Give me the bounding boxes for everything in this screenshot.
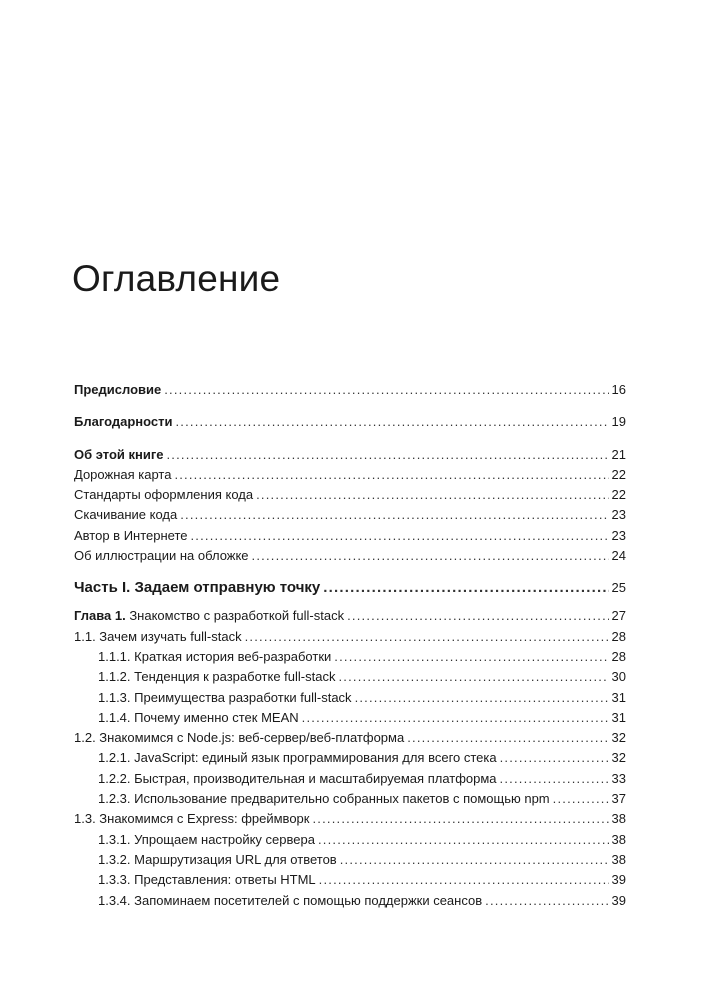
toc-entry-subsection[interactable] <box>74 870 626 890</box>
toc-page-number: 39 <box>611 892 626 908</box>
dot-leader <box>553 789 609 809</box>
toc-entry-preface[interactable] <box>74 380 626 400</box>
toc-page-number: 28 <box>611 648 626 664</box>
dot-leader <box>347 606 608 626</box>
toc-page-number: 32 <box>611 730 626 746</box>
toc-page-number: 16 <box>611 382 626 397</box>
toc-entry[interactable] <box>74 526 626 546</box>
dot-leader <box>334 647 608 667</box>
toc-entry[interactable] <box>74 505 626 525</box>
toc-page-number: 21 <box>611 446 626 462</box>
toc-entry-about-book[interactable] <box>74 445 626 465</box>
toc-page-number: 31 <box>611 689 626 705</box>
toc-entry-acknowledgements[interactable] <box>74 412 626 432</box>
dot-leader <box>485 891 608 911</box>
toc-label: 1.1.2. Тенденция к разработке full-stack <box>98 669 336 685</box>
dot-leader <box>174 465 608 485</box>
toc-label: Дорожная карта <box>74 466 172 482</box>
toc-entry-subsection[interactable] <box>74 708 626 728</box>
toc-entry-section[interactable] <box>74 728 626 748</box>
toc-label: 1.3.2. Маршрутизация URL для ответов <box>98 851 337 867</box>
toc-page-number: 19 <box>611 414 626 430</box>
toc-page-number: 27 <box>611 608 626 624</box>
dot-leader <box>318 830 609 850</box>
dot-leader <box>500 769 609 789</box>
dot-leader <box>191 526 609 546</box>
toc-page-number: 24 <box>611 548 626 564</box>
dot-leader <box>323 576 608 600</box>
table-of-contents <box>74 380 626 911</box>
dot-leader <box>319 870 609 890</box>
toc-label: 1.3.3. Представления: ответы HTML <box>98 872 316 888</box>
toc-label: 1.1.3. Преимущества разработки full-stack <box>98 689 352 705</box>
toc-entry-section[interactable] <box>74 627 626 647</box>
toc-entry-subsection[interactable] <box>74 647 626 667</box>
toc-page-number: 39 <box>611 872 626 888</box>
toc-label: 1.3.4. Запоминаем посетителей с помощью поддержки сеансов <box>98 892 483 908</box>
toc-entry[interactable] <box>74 546 626 566</box>
toc-entry-chapter-1[interactable] <box>74 606 626 626</box>
toc-page-number: 31 <box>611 709 626 725</box>
toc-page-number: 32 <box>611 750 626 766</box>
dot-leader <box>500 748 609 768</box>
toc-page-number: 22 <box>611 466 626 482</box>
toc-part-label: Часть I. Задаем отправную точку <box>74 579 321 597</box>
toc-page-number: 25 <box>611 580 626 596</box>
toc-label: 1.2.2. Быстрая, производительная и масштабируемая платформа <box>98 770 497 786</box>
toc-label: Об этой книге <box>74 446 164 462</box>
toc-page-number: 30 <box>611 669 626 685</box>
toc-entry[interactable] <box>74 465 626 485</box>
dot-leader <box>355 688 609 708</box>
toc-entry[interactable] <box>74 485 626 505</box>
toc-label: Об иллюстрации на обложке <box>74 548 249 564</box>
toc-entry-subsection[interactable] <box>74 688 626 708</box>
toc-page-number: 38 <box>611 831 626 847</box>
toc-label <box>74 606 344 626</box>
toc-label: 1.3. Знакомимся с Express: фреймворк <box>74 811 310 827</box>
toc-label: 1.1.1. Краткая история веб-разработки <box>98 648 332 664</box>
toc-label: Автор в Интернете <box>74 527 188 543</box>
dot-leader <box>312 809 608 829</box>
toc-entry-subsection[interactable] <box>74 850 626 870</box>
toc-page-number: 37 <box>611 791 626 807</box>
dot-leader <box>175 412 608 432</box>
toc-entry-subsection[interactable] <box>74 769 626 789</box>
toc-page-number: 38 <box>611 811 626 827</box>
toc-label: Скачивание кода <box>74 507 178 523</box>
toc-page-number: 23 <box>611 527 626 543</box>
dot-leader <box>302 708 609 728</box>
page-title: Оглавление <box>72 258 281 299</box>
toc-page-number: 28 <box>611 628 626 644</box>
toc-entry-part-1[interactable] <box>74 576 626 600</box>
toc-entry-subsection[interactable] <box>74 667 626 687</box>
chapter-prefix: Глава 1. <box>74 608 126 624</box>
toc-label: 1.2.3. Использование предварительно собранных пакетов с помощью npm <box>98 791 550 807</box>
dot-leader <box>167 445 609 465</box>
dot-leader <box>180 505 608 525</box>
dot-leader <box>340 850 609 870</box>
toc-page-number: 22 <box>611 487 626 503</box>
toc-page-number: 33 <box>611 770 626 786</box>
dot-leader <box>338 667 608 687</box>
toc-label: 1.1. Зачем изучать full-stack <box>74 628 242 644</box>
dot-leader <box>245 627 609 647</box>
dot-leader <box>407 728 608 748</box>
toc-label: 1.1.4. Почему именно стек MEAN <box>98 709 299 725</box>
toc-page-number: 23 <box>611 507 626 523</box>
toc-page-number: 38 <box>611 851 626 867</box>
toc-label: Стандарты оформления кода <box>74 487 254 503</box>
toc-entry-section[interactable] <box>74 809 626 829</box>
toc-label: Предисловие <box>74 382 162 397</box>
chapter-title: Знакомство с разработкой full-stack <box>125 608 345 624</box>
toc-entry-subsection[interactable] <box>74 891 626 911</box>
toc-label: 1.3.1. Упрощаем настройку сервера <box>98 831 315 847</box>
toc-label: Благодарности <box>74 414 173 430</box>
dot-leader <box>252 546 609 566</box>
dot-leader <box>164 380 608 400</box>
toc-label: 1.2. Знакомимся с Node.js: веб-сервер/веб-платформа <box>74 730 405 746</box>
toc-entry-subsection[interactable] <box>74 748 626 768</box>
toc-label: 1.2.1. JavaScript: единый язык программирования для всего стека <box>98 750 497 766</box>
toc-entry-subsection[interactable] <box>74 830 626 850</box>
toc-entry-subsection[interactable] <box>74 789 626 809</box>
dot-leader <box>256 485 608 505</box>
